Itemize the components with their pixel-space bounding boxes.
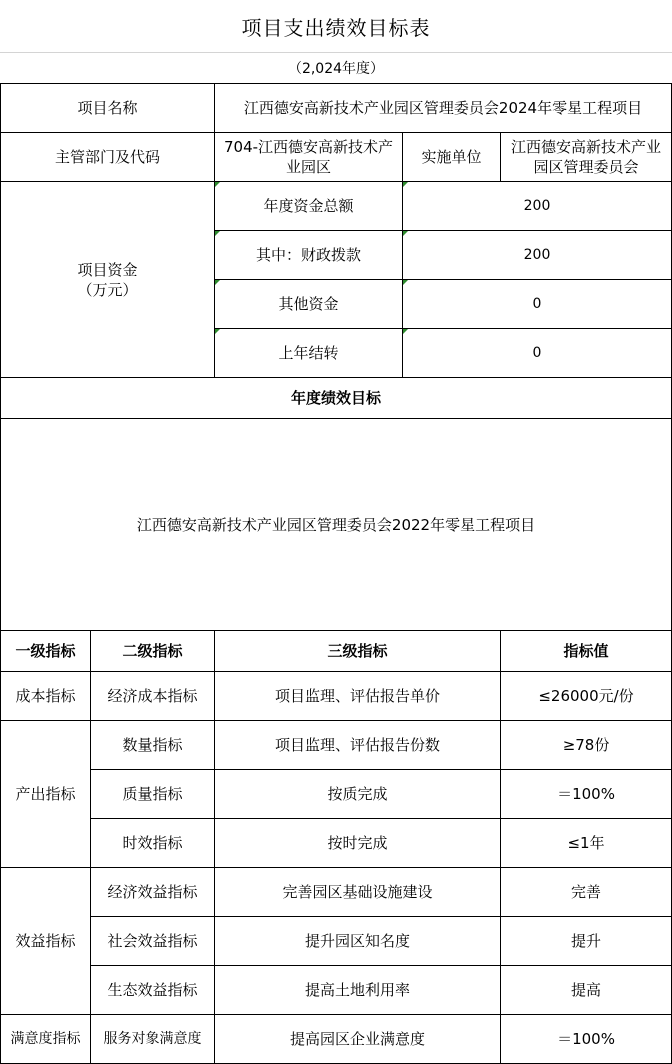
funds-label — [1, 182, 215, 378]
indicator-row — [1, 917, 672, 966]
indicator-value: ≤1年 — [501, 819, 672, 868]
fund-item-value: 0 — [403, 329, 672, 378]
department-label: 主管部门及代码 — [1, 133, 215, 182]
indicator-level1: 产出指标 — [1, 721, 91, 868]
indicator-level2: 数量指标 — [91, 721, 215, 770]
indicator-level3: 项目监理、评估报告份数 — [215, 721, 501, 770]
indicator-value: ≥78份 — [501, 721, 672, 770]
indicator-level3: 提高园区企业满意度 — [215, 1015, 501, 1064]
indicator-value: 提高 — [501, 966, 672, 1015]
project-name-row — [1, 84, 672, 133]
fund-item-value: 200 — [403, 182, 672, 231]
indicator-level3: 完善园区基础设施建设 — [215, 868, 501, 917]
fund-row — [1, 182, 672, 231]
indicator-level2: 社会效益指标 — [91, 917, 215, 966]
header-level1: 一级指标 — [1, 631, 91, 672]
indicator-row — [1, 672, 672, 721]
fund-item-label: 其中：财政拨款 — [215, 231, 403, 280]
indicator-level2: 时效指标 — [91, 819, 215, 868]
indicator-value: ≤26000元/份 — [501, 672, 672, 721]
fund-item-label: 年度资金总额 — [215, 182, 403, 231]
indicator-value: ＝100% — [501, 1015, 672, 1064]
indicator-row — [1, 966, 672, 1015]
header-level3: 三级指标 — [215, 631, 501, 672]
annual-target-heading: 年度绩效目标 — [1, 378, 672, 419]
department-row — [1, 133, 672, 182]
indicator-level3: 项目监理、评估报告单价 — [215, 672, 501, 721]
indicator-level3: 提高土地利用率 — [215, 966, 501, 1015]
indicator-row — [1, 1015, 672, 1064]
project-name-value: 江西德安高新技术产业园区管理委员会2024年零星工程项目 — [215, 84, 672, 133]
implementer-label: 实施单位 — [403, 133, 501, 182]
indicator-level2: 生态效益指标 — [91, 966, 215, 1015]
indicator-level1: 效益指标 — [1, 868, 91, 1015]
fund-item-value: 0 — [403, 280, 672, 329]
annual-target-heading-row — [1, 378, 672, 419]
indicator-level1: 成本指标 — [1, 672, 91, 721]
fiscal-year: （2,024年度） — [287, 61, 385, 77]
indicator-row — [1, 721, 672, 770]
fund-item-label: 其他资金 — [215, 280, 403, 329]
implementer-value: 江西德安高新技术产业园区管理委员会 — [501, 133, 672, 182]
indicator-level3: 按质完成 — [215, 770, 501, 819]
indicator-header-row — [1, 631, 672, 672]
indicator-value: 提升 — [501, 917, 672, 966]
indicator-level2: 经济效益指标 — [91, 868, 215, 917]
indicator-level3: 提升园区知名度 — [215, 917, 501, 966]
department-value: 704-江西德安高新技术产业园区 — [215, 133, 403, 182]
fund-item-value: 200 — [403, 231, 672, 280]
performance-table — [0, 83, 672, 1064]
sheet-title: 项目支出绩效目标表 — [0, 0, 672, 53]
indicator-level1: 满意度指标 — [1, 1015, 91, 1064]
header-level2: 二级指标 — [91, 631, 215, 672]
annual-target-row — [1, 419, 672, 631]
indicator-level2: 经济成本指标 — [91, 672, 215, 721]
header-value: 指标值 — [501, 631, 672, 672]
indicator-value: ＝100% — [501, 770, 672, 819]
indicator-row — [1, 770, 672, 819]
indicator-level2: 服务对象满意度 — [91, 1015, 215, 1064]
fund-item-label: 上年结转 — [215, 329, 403, 378]
indicator-row — [1, 868, 672, 917]
indicator-level3: 按时完成 — [215, 819, 501, 868]
project-name-label: 项目名称 — [1, 84, 215, 133]
indicator-value: 完善 — [501, 868, 672, 917]
indicator-level2: 质量指标 — [91, 770, 215, 819]
funds-label-text: 项目资金 （万元） — [77, 260, 138, 299]
annual-target-text: 江西德安高新技术产业园区管理委员会2022年零星工程项目 — [1, 419, 672, 631]
indicator-row — [1, 819, 672, 868]
